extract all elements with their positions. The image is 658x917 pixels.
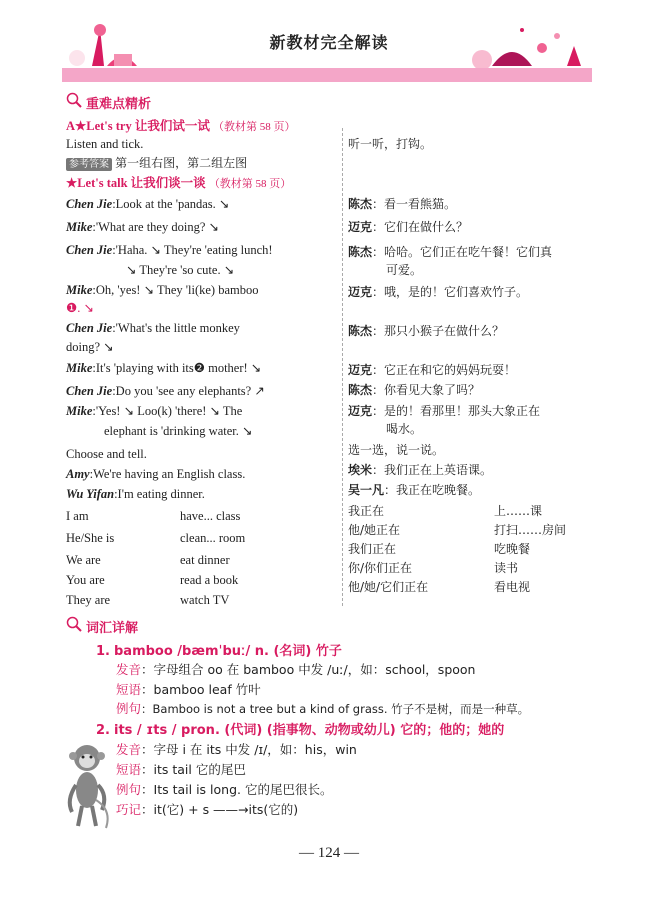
table-cell: have... class: [180, 509, 241, 523]
dialogue-line: Chen Jie:'What's the little monkey: [66, 321, 240, 335]
vocab-item-bamboo: [96, 640, 342, 660]
translation-table-cell: 我们正在: [348, 542, 397, 556]
magnifier-icon: [66, 616, 82, 632]
translation-table-cell: 上……课: [494, 504, 543, 518]
talk-ref: （教材第 58 页）: [208, 178, 292, 190]
vocab-number: 1.: [96, 644, 110, 659]
vocab-row: 例句：Bamboo is not a tree but a kind of grass. 竹子不是树，而是一种草。: [116, 701, 530, 716]
translation-table-cell: 你/你们正在: [348, 561, 413, 575]
choose-line: Amy:We're having an English class.: [66, 467, 246, 481]
talk-heading: [66, 175, 291, 192]
vocab-headword: its / ɪts / pron. (代词) (指事物、动物或幼儿) 它的；他的；她的: [113, 723, 505, 738]
translation-table-cell: 我正在: [348, 504, 385, 518]
monkey-illustration: [62, 740, 112, 830]
magnifier-icon: [66, 92, 82, 108]
talk-title: ★Let's talk 让我们谈一谈: [66, 176, 206, 190]
part-a-ref: （教材第 58 页）: [212, 121, 296, 133]
part-a-heading: [66, 118, 295, 135]
vocab-row: 发音：字母组合 oo 在 bamboo 中发 /uː/，如：school，spoon: [116, 662, 476, 677]
translation-line: 迈克：是的！看那里！那头大象正在: [348, 404, 541, 418]
translation-choose-line: 吴一凡：我正在吃晚餐。: [348, 483, 481, 497]
translation-line: 陈杰：那只小猴子在做什么？: [348, 324, 505, 338]
dialogue-line: ↘ They're 'so cute. ↘: [126, 263, 235, 277]
table-cell: You are: [66, 573, 105, 587]
vocab-headword: bamboo /bæmˈbuː/ n. (名词) 竹子: [113, 644, 342, 659]
page-header-title: 新教材完全解读: [269, 33, 389, 52]
dialogue-line: ❶. ↘: [66, 301, 94, 315]
table-cell: He/She is: [66, 531, 115, 545]
page-number: — 124 —: [299, 845, 359, 861]
translation-table-cell: 吃晚餐: [494, 542, 531, 556]
table-cell: We are: [66, 553, 101, 567]
vocab-row: 发音：字母 i 在 its 中发 /ɪ/，如：his，win: [116, 742, 357, 757]
vocab-number: 2.: [96, 723, 110, 738]
translation-line: 迈克：它们在做什么？: [348, 220, 469, 234]
vocab-row: 短语：its tail 它的尾巴: [116, 762, 246, 777]
translation-line: 迈克：它正在和它的妈妈玩耍！: [348, 363, 517, 377]
translation-table-cell: 读书: [494, 561, 519, 575]
choose-line: Wu Yifan:I'm eating dinner.: [66, 487, 205, 501]
translation-table-cell: 看电视: [494, 580, 531, 594]
dialogue-line: Chen Jie:Look at the 'pandas. ↘: [66, 197, 230, 211]
dialogue-line: Mike:'What are they doing? ↘: [66, 220, 219, 234]
column-divider: [342, 128, 343, 606]
translation-line: 陈杰：你看见大象了吗？: [348, 383, 481, 397]
vocab-row: 例句：Its tail is long. 它的尾巴很长。: [116, 782, 333, 797]
section-heading-key-points: 重难点精析: [86, 97, 152, 112]
choose-instruction: Choose and tell.: [66, 447, 147, 461]
table-cell: clean... room: [180, 531, 246, 545]
listen-instruction: Listen and tick.: [66, 137, 144, 151]
part-a-title: A★Let's try 让我们试一试: [66, 119, 210, 133]
vocab-row: 短语：bamboo leaf 竹叶: [116, 682, 261, 697]
table-cell: watch TV: [180, 593, 230, 607]
table-cell: I am: [66, 509, 89, 523]
table-cell: eat dinner: [180, 553, 230, 567]
translation-listen: 听一听，打钩。: [348, 137, 433, 151]
answer-line: [66, 155, 247, 173]
section-heading-vocabulary: 词汇详解: [86, 621, 139, 636]
translation-line: 可爱。: [386, 263, 423, 277]
answer-text: 第一组右图，第二组左图: [115, 156, 248, 170]
translation-table-cell: 他/她正在: [348, 523, 401, 537]
translation-line: 喝水。: [386, 422, 423, 436]
translation-choose-line: 埃米：我们正在上英语课。: [348, 463, 493, 477]
translation-line: 陈杰：看一看熊猫。: [348, 197, 457, 211]
dialogue-line: Mike:Oh, 'yes! ↘ They 'li(ke) bamboo: [66, 283, 259, 297]
table-cell: They are: [66, 593, 111, 607]
answer-tag: 参考答案: [66, 158, 112, 171]
vocab-row: 巧记：it(它) + s ——→its(它的): [116, 802, 299, 817]
dialogue-line: doing? ↘: [66, 340, 114, 354]
translation-line: 迈克：哦，是的！它们喜欢竹子。: [348, 285, 529, 299]
dialogue-line: elephant is 'drinking water. ↘: [104, 424, 253, 438]
translation-choose: 选一选，说一说。: [348, 443, 445, 457]
vocab-item-its: [96, 719, 504, 739]
translation-table-cell: 他/她/它们正在: [348, 580, 429, 594]
dialogue-line: Mike:It's 'playing with its❷ mother! ↘: [66, 361, 262, 375]
dialogue-line: Mike:'Yes! ↘ Loo(k) 'there! ↘ The: [66, 404, 243, 418]
dialogue-line: Chen Jie:'Haha. ↘ They're 'eating lunch!: [66, 243, 273, 257]
translation-table-cell: 打扫……房间: [494, 523, 567, 537]
translation-line: 陈杰：哈哈。它们正在吃午餐！它们真: [348, 245, 553, 259]
dialogue-line: Chen Jie:Do you 'see any elephants? ↗: [66, 384, 265, 398]
table-cell: read a book: [180, 573, 239, 587]
header-bar: [62, 68, 592, 82]
